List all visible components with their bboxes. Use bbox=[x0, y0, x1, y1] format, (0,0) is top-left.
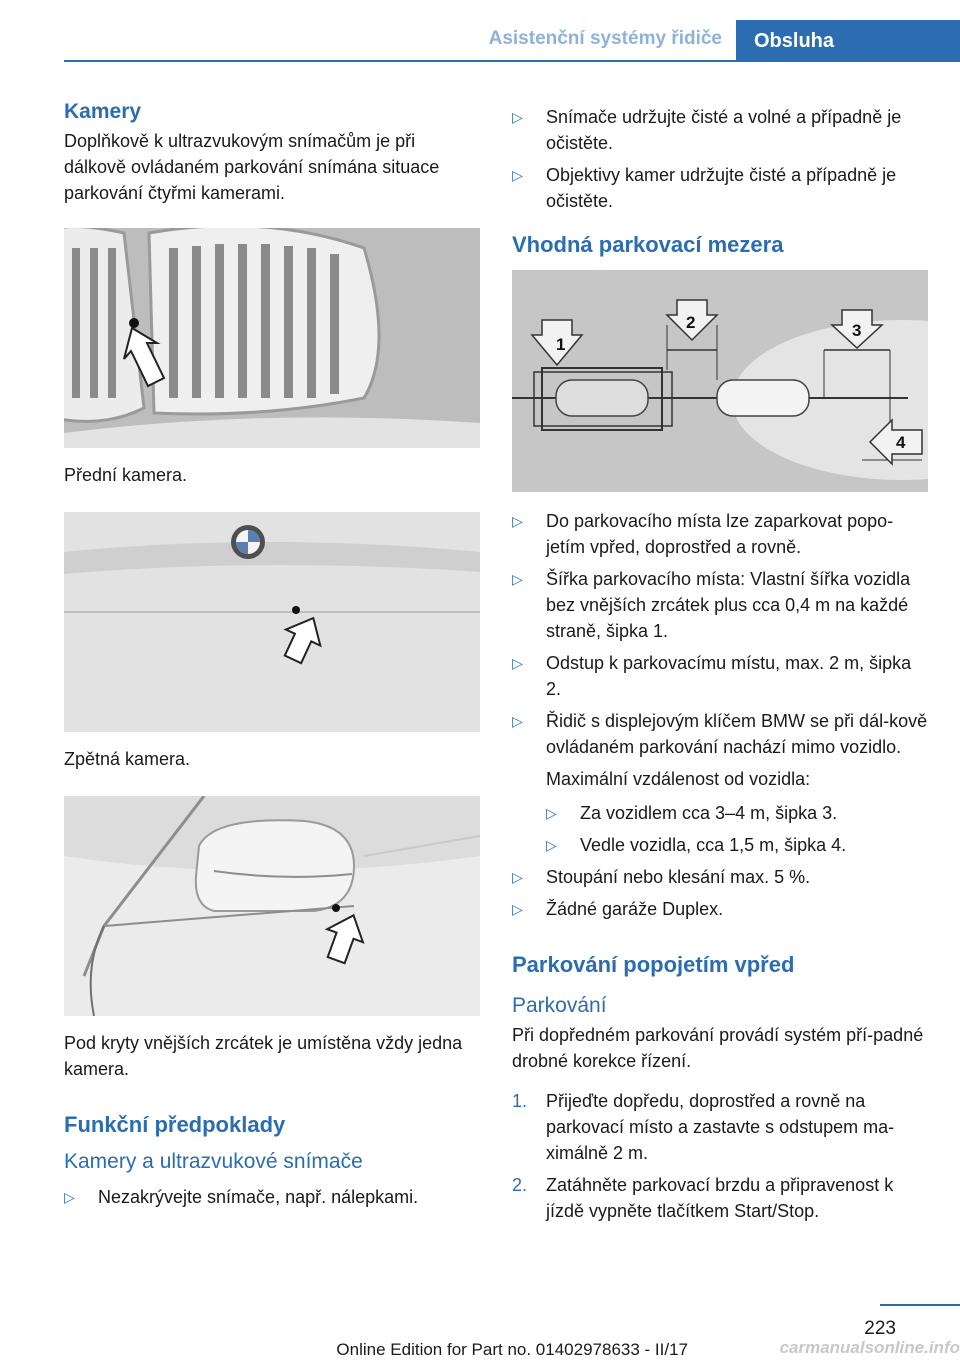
list-item: ▷ Žádné garáže Duplex. bbox=[512, 896, 928, 922]
front-camera-image bbox=[64, 228, 480, 448]
kamery-text: Doplňkově k ultrazvukovým snímačům je při dálkově ovládaném parkování snímána situace parkování čtyřmi kamerami. bbox=[64, 131, 440, 203]
caption-rear-camera: Zpětná kamera. bbox=[64, 749, 191, 769]
mirror-camera-image bbox=[64, 796, 480, 1016]
list-item: ▷ Stoupání nebo klesání max. 5 %. bbox=[512, 864, 928, 890]
funkcni-predpoklady-heading: Funkční předpoklady bbox=[64, 1112, 286, 1137]
triangle-bullet-icon: ▷ bbox=[512, 901, 523, 917]
edition-text: Online Edition for Part no. 01402978633 - II/17 bbox=[336, 1340, 688, 1359]
header-tab-obsluha[interactable]: Obsluha bbox=[736, 20, 960, 62]
triangle-bullet-icon: ▷ bbox=[64, 1189, 75, 1205]
parking-steps bbox=[512, 1088, 928, 1224]
list-item: ▷ Odstup k parkovacímu místu, max. 2 m, šipka 2. bbox=[512, 650, 928, 702]
kamery-heading: Kamery bbox=[64, 100, 142, 123]
left-column bbox=[64, 100, 480, 1216]
list-item: ▷ Nezakrývejte snímače, např. nálepkami. bbox=[64, 1184, 480, 1210]
parkovani-text: Při dopředném parkování provádí systém pří-padné drobné korekce řízení. bbox=[512, 1025, 924, 1071]
triangle-bullet-icon: ▷ bbox=[512, 713, 523, 729]
triangle-bullet-icon: ▷ bbox=[512, 571, 523, 587]
right-column bbox=[512, 100, 928, 1230]
triangle-bullet-icon: ▷ bbox=[512, 655, 523, 671]
diagram-label-4: 4 bbox=[896, 433, 906, 452]
triangle-bullet-icon: ▷ bbox=[512, 109, 523, 125]
rear-camera-image bbox=[64, 512, 480, 732]
triangle-bullet-icon: ▷ bbox=[546, 805, 557, 821]
parking-space-diagram bbox=[512, 270, 928, 492]
triangle-bullet-icon: ▷ bbox=[512, 513, 523, 529]
list-item: ▷ Řidič s displejovým klíčem BMW se při dál-kově ovládaném parkování nachází mimo vozidlo. bbox=[512, 708, 928, 760]
max-distance-text: Maximální vzdálenost od vozidla: bbox=[546, 769, 811, 789]
list-item: ▷ Objektivy kamer udržujte čisté a případně je očistěte. bbox=[512, 162, 928, 214]
list-item: ▷ Za vozidlem cca 3–4 m, šipka 3. bbox=[546, 800, 928, 826]
list-item: 1. Přijeďte dopředu, doprostřed a rovně na parkovací místo a zastavte s odstupem ma-ximálně 2 m. bbox=[512, 1088, 928, 1166]
sensors-heading: Kamery a ultrazvukové snímače bbox=[64, 1150, 363, 1173]
vhodna-mezera-heading: Vhodná parkovací mezera bbox=[512, 232, 784, 257]
list-item: 2. Zatáhněte parkovací brzdu a připravenost k jízdě vypněte tlačítkem Start/Stop. bbox=[512, 1172, 928, 1224]
parkovani-heading: Parkování bbox=[512, 994, 607, 1017]
list-item: ▷ Snímače udržujte čisté a volné a případně je očistěte. bbox=[512, 104, 928, 156]
header-rule bbox=[64, 60, 960, 62]
caption-front-camera: Přední kamera. bbox=[64, 465, 188, 485]
triangle-bullet-icon: ▷ bbox=[546, 837, 557, 853]
conditions-list bbox=[512, 864, 928, 922]
list-item: ▷ Šířka parkovacího místa: Vlastní šířka vozidla bez vnějších zrcátek plus cca 0,4 m na každé straně, šipka 1. bbox=[512, 566, 928, 644]
footer-rule bbox=[880, 1304, 960, 1306]
diagram-label-2: 2 bbox=[686, 313, 696, 332]
max-distance-sublist bbox=[546, 800, 928, 858]
page-number: 223 bbox=[864, 1318, 896, 1339]
diagram-label-1: 1 bbox=[556, 335, 566, 354]
step-number: 1. bbox=[512, 1091, 528, 1111]
watermark: carmanualsonline.info bbox=[779, 1338, 960, 1357]
triangle-bullet-icon: ▷ bbox=[512, 869, 523, 885]
parking-space-list bbox=[512, 508, 928, 760]
list-item: ▷ Do parkovacího místa lze zaparkovat popo-jetím vpřed, doprostřed a rovně. bbox=[512, 508, 928, 560]
parkovani-vpred-heading: Parkování popojetím vpřed bbox=[512, 952, 795, 977]
header-section-title: Asistenční systémy řidiče bbox=[488, 28, 722, 49]
triangle-bullet-icon: ▷ bbox=[512, 167, 523, 183]
step-number: 2. bbox=[512, 1175, 528, 1195]
sensors-list bbox=[64, 1184, 480, 1210]
diagram-label-3: 3 bbox=[852, 321, 862, 340]
caption-mirror-camera: Pod kryty vnějších zrcátek je umístěna vždy jedna kamera. bbox=[64, 1033, 463, 1079]
list-item: ▷ Vedle vozidla, cca 1,5 m, šipka 4. bbox=[546, 832, 928, 858]
cleaning-list bbox=[512, 104, 928, 214]
